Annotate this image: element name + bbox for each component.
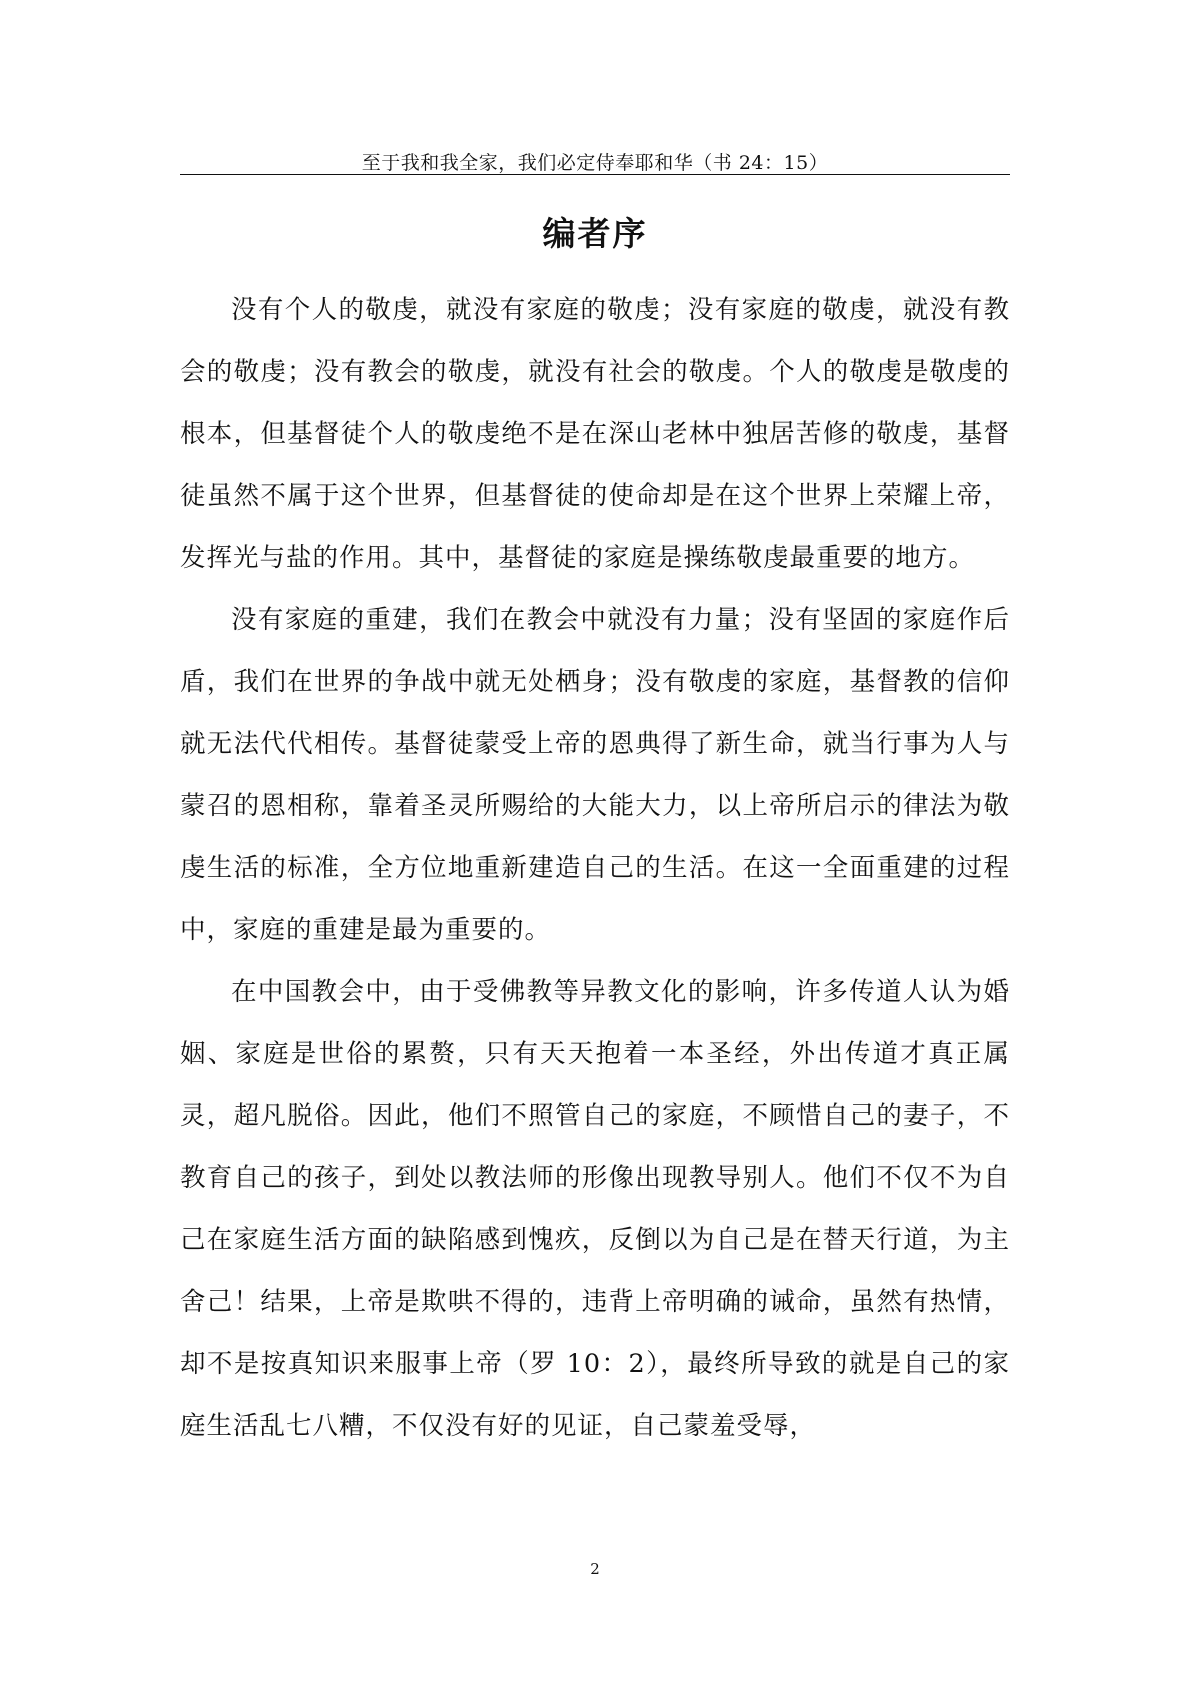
running-header: 至于我和我全家，我们必定侍奉耶和华（书 24：15） [361,152,829,174]
page-number: 2 [590,1560,600,1578]
paragraph: 没有家庭的重建，我们在教会中就没有力量；没有坚固的家庭作后盾，我们在世界的争战中就无处栖身；没有敬虔的家庭，基督教的信仰就无法代代相传。基督徒蒙受上帝的恩典得了新生命，就当行事为人与蒙召的恩相称，靠着圣灵所赐给的大能大力，以上帝所启示的律法为敬虔生活的标准，全方位地重新建造自己的生活。在这一全面重建的过程中，家庭的重建是最为重要的。 [180,605,1010,945]
page-title: 编者序 [542,214,648,254]
header-rule [180,174,1010,175]
body-text [180,279,1010,1457]
paragraph: 没有个人的敬虔，就没有家庭的敬虔；没有家庭的敬虔，就没有教会的敬虔；没有教会的敬虔，就没有社会的敬虔。个人的敬虔是敬虔的根本，但基督徒个人的敬虔绝不是在深山老林中独居苦修的敬虔，基督徒虽然不属于这个世界，但基督徒的使命却是在这个世界上荣耀上帝，发挥光与盐的作用。其中，基督徒的家庭是操练敬虔最重要的地方。 [180,295,1010,573]
paragraph: 在中国教会中，由于受佛教等异教文化的影响，许多传道人认为婚姻、家庭是世俗的累赘，只有天天抱着一本圣经，外出传道才真正属灵，超凡脱俗。因此，他们不照管自己的家庭，不顾惜自己的妻子，不教育自己的孩子，到处以教法师的形像出现教导别人。他们不仅不为自己在家庭生活方面的缺陷感到愧疚，反倒以为自己是在替天行道，为主舍己！结果，上帝是欺哄不得的，违背上帝明确的诫命，虽然有热情，却不是按真知识来服事上帝（罗 10：2），最终所导致的就是自己的家庭生活乱七八糟，不仅没有好的见证，自己蒙羞受辱， [180,977,1010,1441]
